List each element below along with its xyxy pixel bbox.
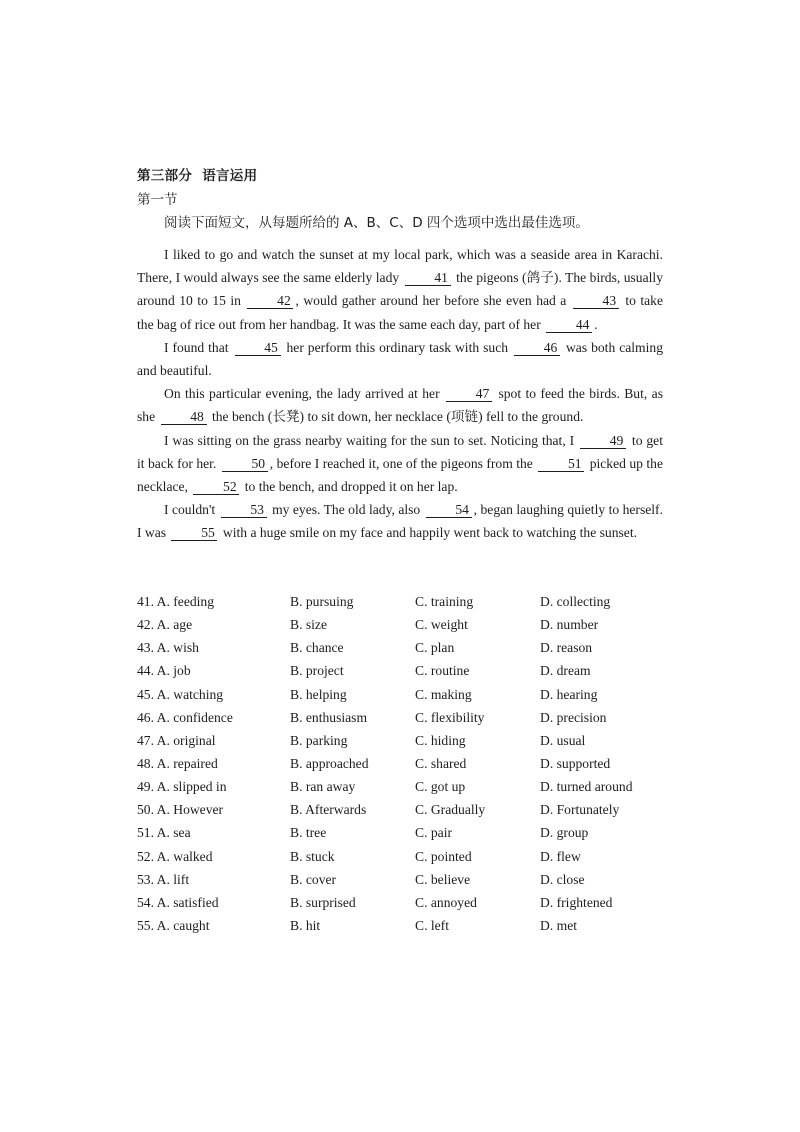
option-d: D. dream bbox=[540, 663, 591, 679]
option-d: D. precision bbox=[540, 709, 607, 725]
cloze-passage bbox=[137, 243, 663, 545]
passage-text: picked up the necklace, bbox=[137, 455, 663, 495]
option-d: D. frightened bbox=[540, 894, 613, 910]
option-row-55 bbox=[137, 914, 677, 937]
option-d: D. usual bbox=[540, 732, 586, 748]
option-b: B. pursuing bbox=[290, 594, 354, 609]
passage-text: , would gather around her before she even had a bbox=[295, 293, 567, 309]
blank-50: 50 bbox=[222, 456, 268, 472]
passage-paragraph-5 bbox=[137, 498, 663, 544]
blank-41: 41 bbox=[405, 270, 451, 286]
option-c: C. plan bbox=[415, 640, 455, 656]
blank-42: 42 bbox=[247, 293, 293, 309]
passage-text: I liked to go and watch the sunset at my local park, which was a seaside area in Karachi. There, I would always see the same elderly lady bbox=[137, 247, 663, 286]
option-a: 53. A. lift bbox=[137, 871, 190, 887]
option-a: 42. A. age bbox=[137, 617, 193, 633]
option-row-41 bbox=[137, 590, 677, 613]
option-b: B. project bbox=[290, 663, 344, 679]
part-title: 第三部分 语言运用 bbox=[137, 168, 258, 184]
passage-text: with a huge smile on my face and happily went back to watching the sunset. bbox=[222, 525, 638, 541]
passage-text: the bench (长凳) to sit down, her necklace (项链) fell to the ground. bbox=[211, 409, 584, 425]
option-a: 51. A. sea bbox=[137, 825, 191, 841]
passage-text: the pigeons (鸽子). The birds, usually around 10 to 15 in bbox=[137, 270, 663, 309]
option-row-50 bbox=[137, 798, 677, 821]
passage-text: to take the bag of rice out from her handbag. It was the same each day, part of her bbox=[137, 293, 663, 332]
option-row-52 bbox=[137, 845, 677, 868]
option-a: 46. A. confidence bbox=[137, 709, 233, 725]
passage-paragraph-2 bbox=[137, 336, 663, 382]
option-c: C. pair bbox=[415, 825, 452, 841]
passage-text: was both calming and beautiful. bbox=[137, 339, 663, 379]
option-a: 44. A. job bbox=[137, 663, 191, 679]
blank-52: 52 bbox=[193, 479, 239, 495]
passage-text: I found that bbox=[164, 339, 229, 355]
blank-54: 54 bbox=[426, 502, 472, 518]
option-d: D. reason bbox=[540, 640, 593, 656]
passage-text: her perform this ordinary task with such bbox=[286, 339, 509, 355]
option-b: B. size bbox=[290, 617, 327, 633]
option-c: C. pointed bbox=[415, 848, 472, 864]
instruction-text: 阅读下面短文，从每题所给的 A、B、C、D 四个选项中选出最佳选项。 bbox=[164, 215, 589, 231]
passage-text: . bbox=[594, 316, 598, 332]
option-c: C. left bbox=[415, 917, 449, 933]
option-d: D. turned around bbox=[540, 779, 633, 795]
section-title: 第一节 bbox=[137, 192, 178, 208]
option-d: D. hearing bbox=[540, 686, 598, 702]
option-d: D. number bbox=[540, 617, 599, 633]
option-d: D. flew bbox=[540, 848, 581, 864]
option-b: B. cover bbox=[290, 871, 337, 887]
blank-55: 55 bbox=[171, 525, 217, 541]
option-row-46 bbox=[137, 706, 677, 729]
option-d: D. group bbox=[540, 825, 589, 841]
passage-text: , began laughing quietly to herself. I was bbox=[137, 502, 663, 541]
blank-48: 48 bbox=[161, 409, 207, 425]
option-a: 48. A. repaired bbox=[137, 755, 218, 771]
blank-53: 53 bbox=[221, 502, 267, 518]
option-row-43 bbox=[137, 636, 677, 659]
option-a: 52. A. walked bbox=[137, 848, 213, 864]
option-a: 45. A. watching bbox=[137, 686, 224, 702]
option-b: B. chance bbox=[290, 640, 344, 656]
option-a: 43. A. wish bbox=[137, 640, 199, 656]
option-b: B. helping bbox=[290, 686, 347, 702]
option-b: B. ran away bbox=[290, 779, 356, 795]
option-d: D. Fortunately bbox=[540, 802, 620, 818]
option-b: B. hit bbox=[290, 917, 321, 933]
option-c: C. Gradually bbox=[415, 802, 486, 818]
option-d: D. met bbox=[540, 917, 577, 933]
option-b: B. tree bbox=[290, 825, 327, 841]
option-c: C. got up bbox=[415, 779, 466, 795]
blank-45: 45 bbox=[235, 340, 281, 356]
blank-49: 49 bbox=[580, 433, 626, 449]
option-a: 47. A. original bbox=[137, 732, 216, 748]
passage-text: to the bench, and dropped it on her lap. bbox=[244, 479, 458, 495]
passage-text: I was sitting on the grass nearby waiting for the sun to set. Noticing that, I bbox=[164, 432, 575, 448]
option-row-51 bbox=[137, 821, 677, 844]
blank-46: 46 bbox=[514, 340, 560, 356]
option-row-47 bbox=[137, 729, 677, 752]
blank-47: 47 bbox=[446, 386, 492, 402]
option-b: B. surprised bbox=[290, 894, 356, 910]
option-b: B. Afterwards bbox=[290, 802, 367, 818]
option-c: C. flexibility bbox=[415, 709, 485, 725]
answer-options bbox=[137, 590, 677, 937]
option-c: C. routine bbox=[415, 663, 470, 679]
option-a: 55. A. caught bbox=[137, 917, 210, 933]
option-row-54 bbox=[137, 891, 677, 914]
option-c: C. believe bbox=[415, 871, 471, 887]
option-row-49 bbox=[137, 775, 677, 798]
passage-text: my eyes. The old lady, also bbox=[272, 502, 421, 518]
passage-paragraph-1 bbox=[137, 243, 663, 336]
option-d: D. close bbox=[540, 871, 585, 887]
passage-text: spot to feed the birds. But, as she bbox=[137, 386, 664, 425]
option-row-44 bbox=[137, 659, 677, 682]
passage-paragraph-3 bbox=[137, 382, 663, 428]
option-a: 50. A. However bbox=[137, 802, 224, 818]
blank-43: 43 bbox=[573, 293, 619, 309]
option-c: C. training bbox=[415, 594, 474, 609]
option-b: B. parking bbox=[290, 732, 348, 748]
option-d: D. collecting bbox=[540, 594, 611, 609]
option-row-53 bbox=[137, 868, 677, 891]
option-c: C. annoyed bbox=[415, 894, 477, 910]
passage-text: I couldn't bbox=[164, 502, 216, 518]
passage-text: , before I reached it, one of the pigeons from the bbox=[269, 455, 533, 471]
passage-paragraph-4 bbox=[137, 429, 663, 499]
option-b: B. approached bbox=[290, 755, 369, 771]
passage-text: to get it back for her. bbox=[137, 432, 663, 471]
option-c: C. making bbox=[415, 686, 472, 702]
option-d: D. supported bbox=[540, 755, 611, 771]
passage-text: On this particular evening, the lady arrived at her bbox=[164, 386, 440, 402]
option-b: B. stuck bbox=[290, 848, 335, 864]
option-c: C. weight bbox=[415, 617, 468, 633]
option-row-48 bbox=[137, 752, 677, 775]
option-c: C. shared bbox=[415, 755, 467, 771]
option-row-42 bbox=[137, 613, 677, 636]
option-b: B. enthusiasm bbox=[290, 709, 368, 725]
option-a: 54. A. satisfied bbox=[137, 894, 219, 910]
blank-44: 44 bbox=[546, 317, 592, 333]
option-a: 49. A. slipped in bbox=[137, 779, 227, 795]
option-a: 41. A. feeding bbox=[137, 594, 215, 609]
blank-51: 51 bbox=[538, 456, 584, 472]
option-c: C. hiding bbox=[415, 732, 466, 748]
option-row-45 bbox=[137, 683, 677, 706]
